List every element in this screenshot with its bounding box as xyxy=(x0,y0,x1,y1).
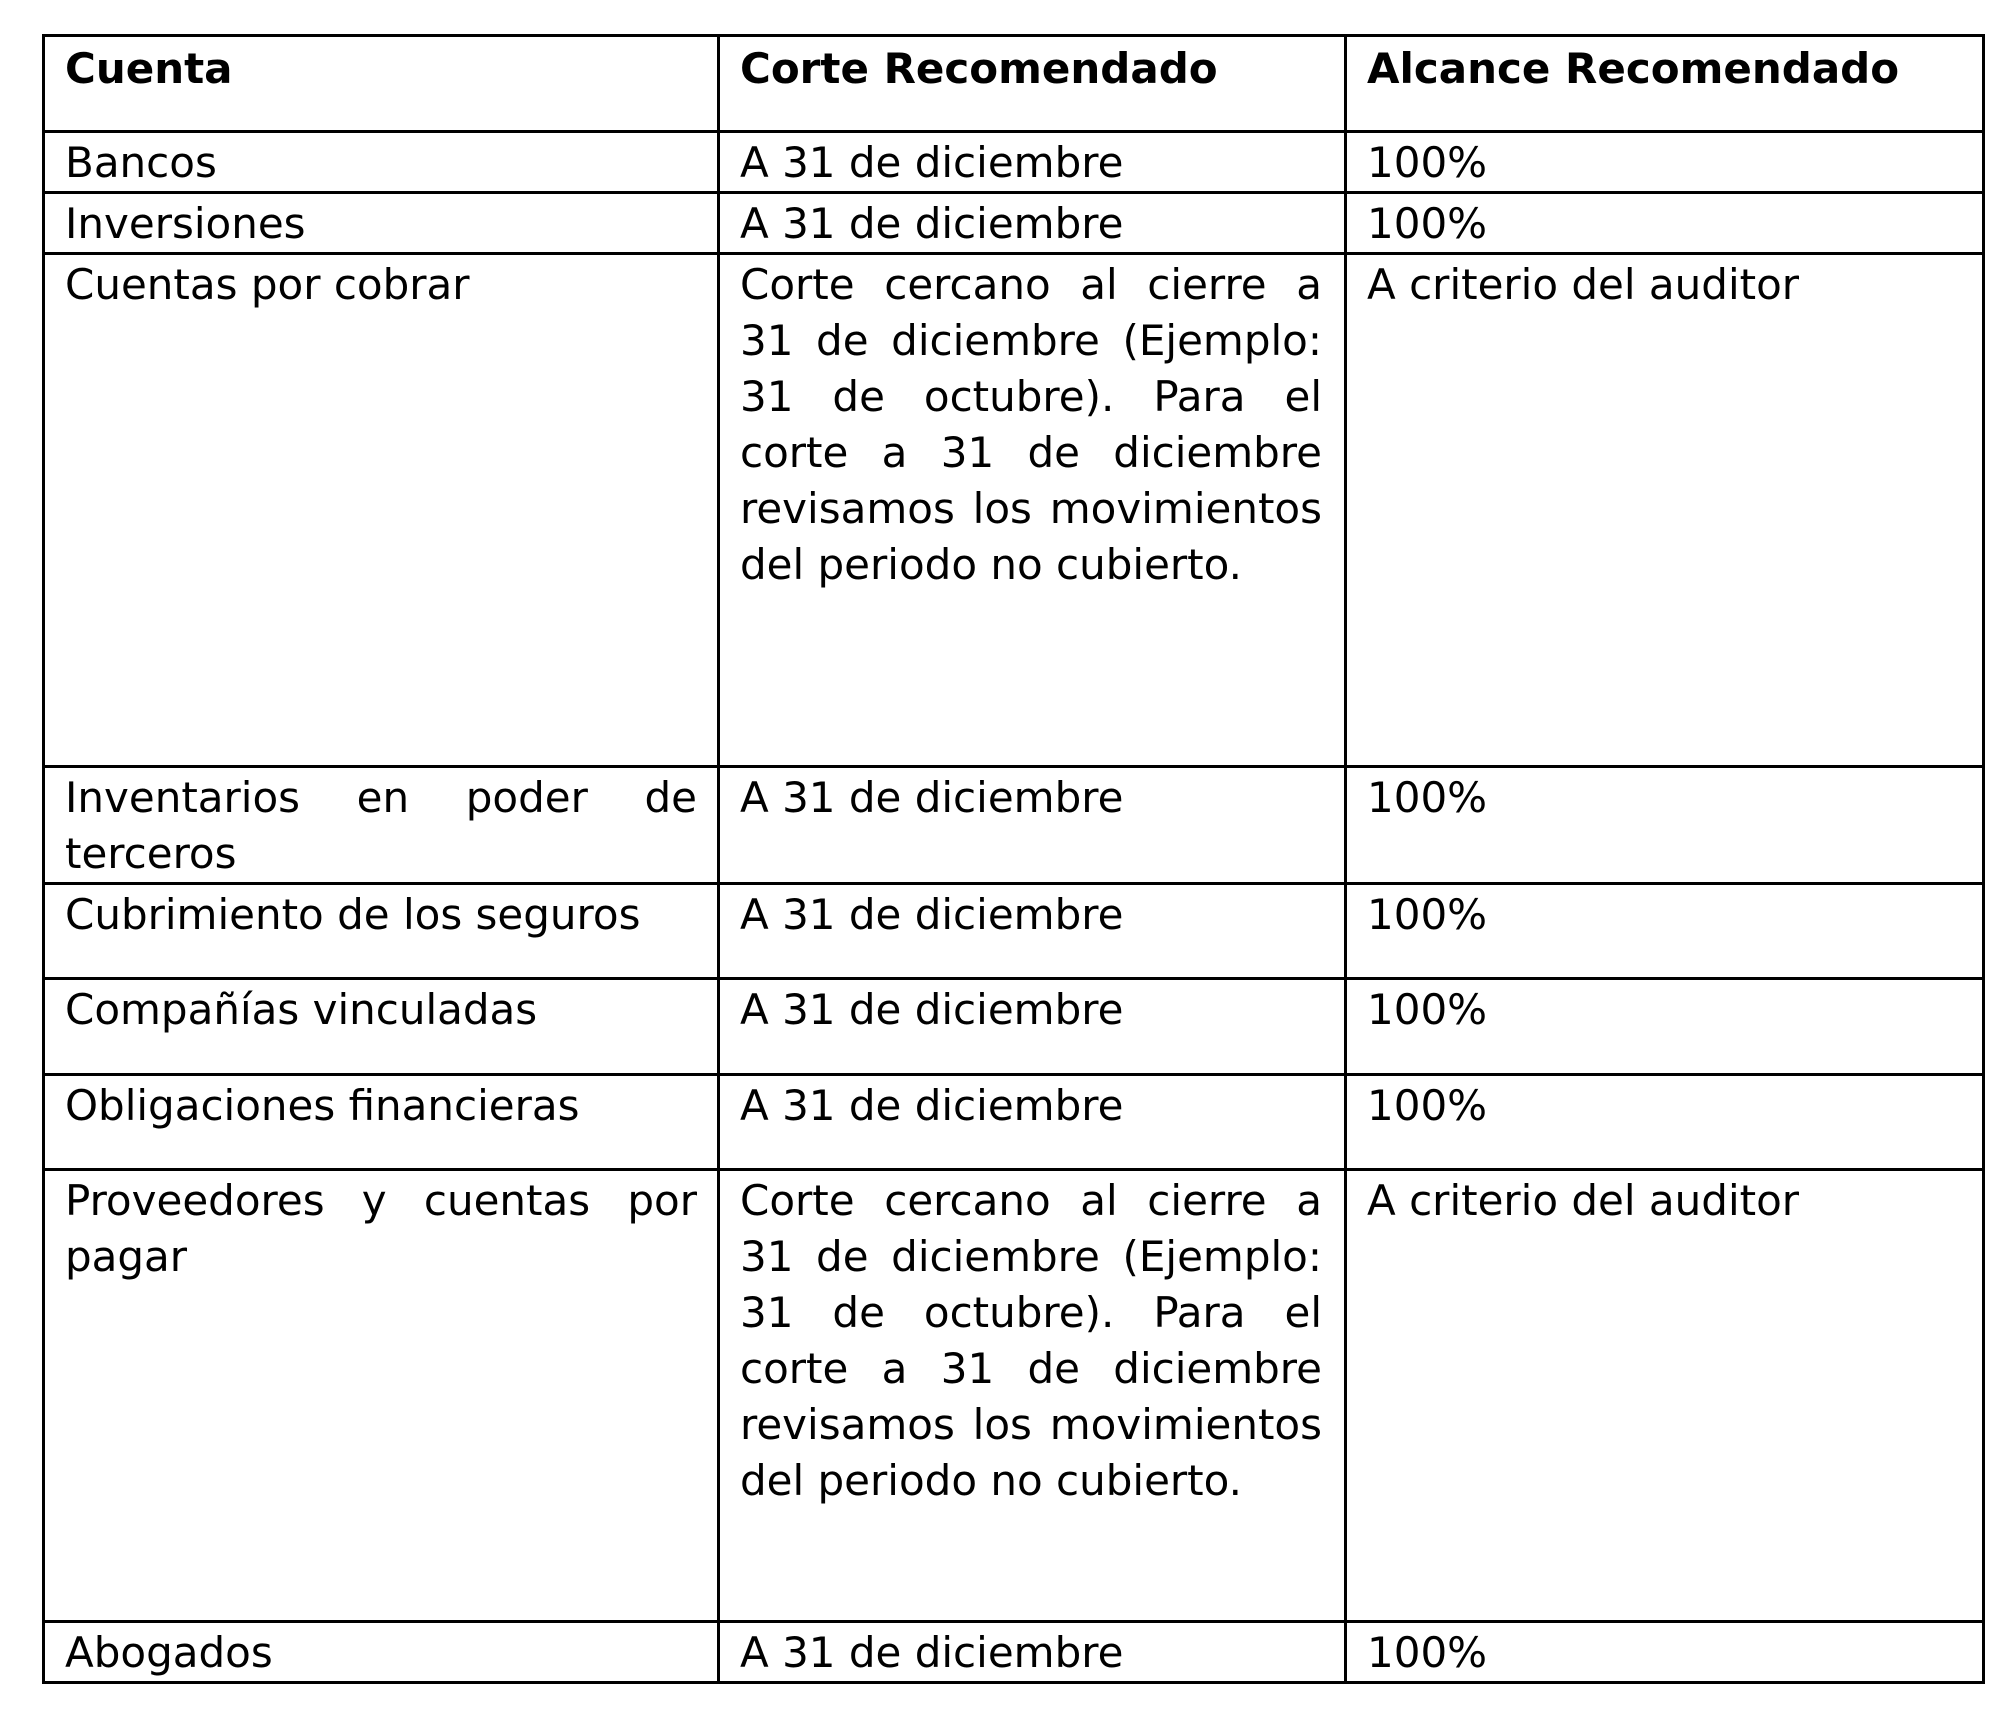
header-cuenta: Cuenta xyxy=(44,36,719,132)
table-row xyxy=(44,884,1984,979)
audit-cutoff-table xyxy=(42,34,1985,1684)
header-alcance-recomendado: Alcance Recomendado xyxy=(1346,36,1984,132)
cell-corte: A 31 de diciembre xyxy=(719,979,1346,1075)
header-corte-recomendado: Corte Recomendado xyxy=(719,36,1346,132)
cell-corte: Corte cercano al cierre a 31 de diciembre (Ejemplo: 31 de octubre). Para el corte a 31 de diciembre revisamos los movimientos del periodo no cubierto. xyxy=(719,1170,1346,1622)
cell-alcance: A criterio del auditor xyxy=(1346,1170,1984,1622)
cell-corte: A 31 de diciembre xyxy=(719,193,1346,254)
cell-alcance: 100% xyxy=(1346,1075,1984,1170)
cell-cuenta: Inversiones xyxy=(44,193,719,254)
header-row xyxy=(44,36,1984,132)
cell-cuenta: Abogados xyxy=(44,1622,719,1683)
cell-corte: A 31 de diciembre xyxy=(719,132,1346,193)
cell-cuenta: Obligaciones financieras xyxy=(44,1075,719,1170)
table-row xyxy=(44,1622,1984,1683)
cell-corte: A 31 de diciembre xyxy=(719,884,1346,979)
cell-cuenta: Proveedores y cuentas por pagar xyxy=(44,1170,719,1622)
cell-alcance: 100% xyxy=(1346,193,1984,254)
table-row xyxy=(44,1170,1984,1622)
cell-cuenta: Inventarios en poder de terceros xyxy=(44,767,719,884)
table-row xyxy=(44,1075,1984,1170)
table-row xyxy=(44,979,1984,1075)
table-row xyxy=(44,132,1984,193)
cell-cuenta: Bancos xyxy=(44,132,719,193)
cell-corte: Corte cercano al cierre a 31 de diciembre (Ejemplo: 31 de octubre). Para el corte a 31 de diciembre revisamos los movimientos del periodo no cubierto. xyxy=(719,254,1346,767)
cell-alcance: 100% xyxy=(1346,884,1984,979)
cell-alcance: 100% xyxy=(1346,979,1984,1075)
cell-alcance: 100% xyxy=(1346,132,1984,193)
cell-cuenta: Cuentas por cobrar xyxy=(44,254,719,767)
table-row xyxy=(44,767,1984,884)
table-row xyxy=(44,193,1984,254)
cell-corte: A 31 de diciembre xyxy=(719,1075,1346,1170)
cell-cuenta: Cubrimiento de los seguros xyxy=(44,884,719,979)
cell-corte: A 31 de diciembre xyxy=(719,767,1346,884)
cell-alcance: 100% xyxy=(1346,767,1984,884)
cell-cuenta: Compañías vinculadas xyxy=(44,979,719,1075)
cell-alcance: 100% xyxy=(1346,1622,1984,1683)
cell-corte: A 31 de diciembre xyxy=(719,1622,1346,1683)
cell-alcance: A criterio del auditor xyxy=(1346,254,1984,767)
table-row xyxy=(44,254,1984,767)
